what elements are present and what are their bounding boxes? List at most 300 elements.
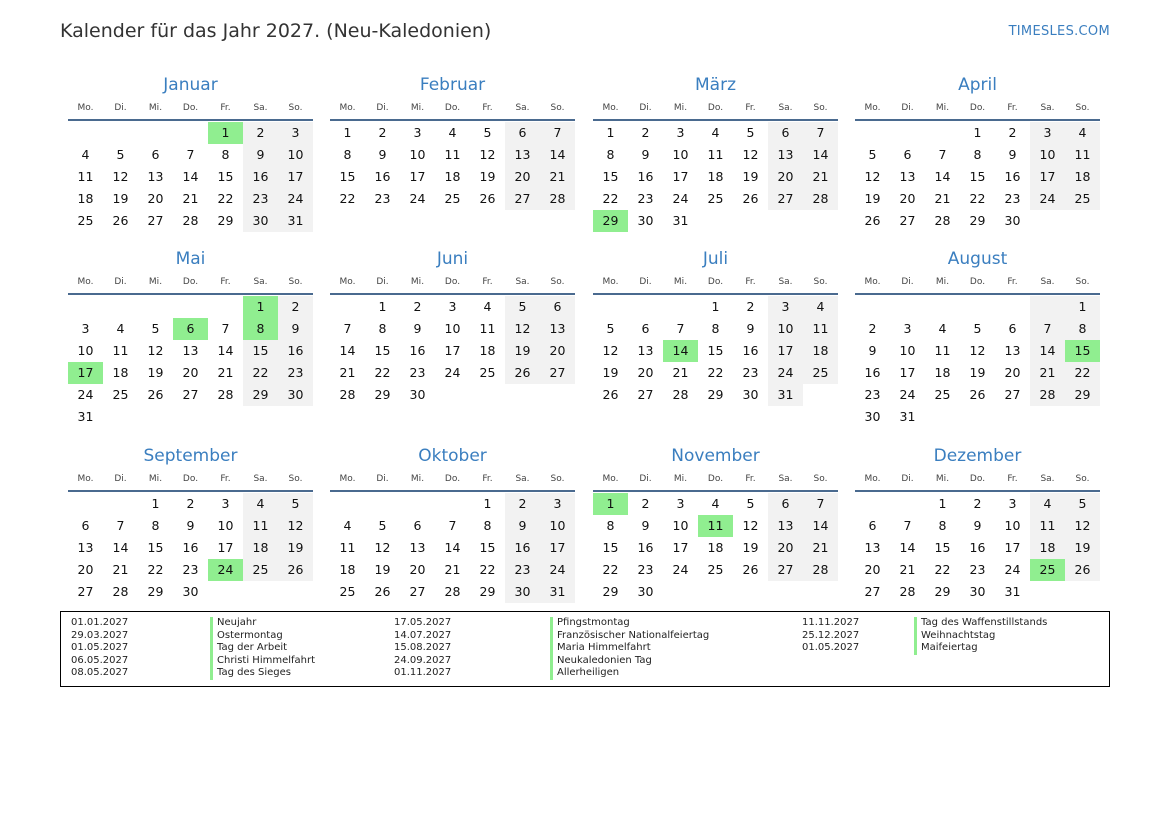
day-cell: 30 [637,584,654,599]
day-cell: 19 [479,169,496,184]
day-cell: 14 [1030,340,1065,362]
day-cell: 22 [147,562,164,577]
day-cell: 18 [479,343,496,358]
weekday-label: Fr. [220,277,231,287]
weekday-header [593,97,838,119]
empty-cell [173,122,208,144]
day-cell: 18 [934,365,951,380]
day-cell: 4 [1030,493,1065,515]
day-cell: 12 [278,515,313,537]
week-row [68,515,313,537]
day-cell: 17 [899,365,916,380]
day-cell: 13 [505,144,540,166]
day-cell: 23 [742,365,759,380]
day-cell: 5 [278,493,313,515]
day-cell: 23 [1004,191,1021,206]
weekday-label: Di. [376,277,389,287]
empty-cell [138,406,173,428]
legend-names-col-2 [550,617,709,680]
day-cell: 30 [182,584,199,599]
day-cell: 31 [899,409,916,424]
day-cell: 27 [505,188,540,210]
day-cell: 4 [711,125,720,140]
day-cell: 12 [742,518,759,533]
legend-holiday-name: Pfingstmontag [550,617,709,630]
weekday-label: So. [813,103,828,113]
weekday-label: Do. [707,103,724,113]
day-cell: 7 [448,518,457,533]
weekday-header [68,271,313,293]
weekday-label: Mi. [148,277,163,287]
empty-cell [330,296,365,318]
weekday-label: Sa. [515,277,530,287]
weekday-label: Sa. [253,277,268,287]
week-row [330,318,575,340]
day-cell: 22 [479,562,496,577]
day-cell: 2 [746,299,755,314]
week-row [68,559,313,581]
empty-cell [540,384,575,406]
holiday-day-cell: 11 [698,515,733,537]
day-cell: 23 [278,362,313,384]
day-cell: 11 [77,169,94,184]
day-cell: 31 [77,409,94,424]
week-row [330,122,575,144]
day-cell: 25 [707,191,724,206]
day-cell: 1 [973,125,982,140]
weekday-label: Do. [444,474,461,484]
week-row [68,537,313,559]
month-3 [593,73,838,232]
week-row [330,188,575,210]
day-cell: 26 [374,584,391,599]
day-cell: 3 [221,496,230,511]
day-cell: 9 [378,147,387,162]
day-cell: 3 [1008,496,1017,511]
day-cell: 28 [217,387,234,402]
weekday-header [593,271,838,293]
day-cell: 15 [374,343,391,358]
empty-cell [103,122,138,144]
day-cell: 13 [864,540,881,555]
weekday-label: Mi. [935,103,950,113]
day-cell: 4 [711,496,720,511]
empty-cell [803,210,838,232]
empty-cell [103,406,138,428]
day-cell: 14 [899,540,916,555]
day-cell: 29 [374,387,391,402]
day-cell: 19 [278,537,313,559]
weekday-label: Fr. [220,474,231,484]
weekday-label: Mo. [339,103,356,113]
legend-holiday-name: Ostermontag [210,630,315,643]
legend-holiday-name: Christi Himmelfahrt [210,655,315,668]
month-name: März [695,75,736,95]
empty-cell [138,296,173,318]
day-cell: 23 [409,365,426,380]
day-cell: 10 [1004,518,1021,533]
day-cell: 15 [479,540,496,555]
weekday-label: Mi. [410,103,425,113]
weekday-label: Do. [707,474,724,484]
day-cell: 15 [602,169,619,184]
day-cell: 8 [606,147,615,162]
weekday-label: Mo. [602,277,619,287]
month-name: Juni [436,249,469,269]
empty-cell [925,406,960,428]
empty-cell [698,210,733,232]
day-cell: 21 [934,191,951,206]
weekday-label: Di. [901,103,914,113]
month-name: November [671,446,760,466]
day-cell: 23 [637,562,654,577]
holiday-day-cell: 1 [593,493,628,515]
day-cell: 15 [147,540,164,555]
empty-cell [68,122,103,144]
weekday-label: So. [1075,103,1090,113]
weekday-header [330,468,575,490]
day-cell: 5 [606,321,615,336]
weekday-label: Fr. [1007,474,1018,484]
day-cell: 24 [409,191,426,206]
day-cell: 5 [483,125,492,140]
weekday-label: Di. [114,474,127,484]
legend-date: 06.05.2027 [71,654,129,666]
day-cell: 9 [413,321,422,336]
day-cell: 6 [868,518,877,533]
empty-cell [243,406,278,428]
empty-cell [400,493,435,515]
weekday-label: Mo. [77,277,94,287]
day-cell: 29 [707,387,724,402]
empty-cell [243,581,278,603]
empty-cell [208,296,243,318]
day-cell: 16 [182,540,199,555]
week-row [68,122,313,144]
week-row [68,166,313,188]
empty-cell [138,122,173,144]
day-cell: 8 [483,518,492,533]
legend-date: 01.11.2027 [394,667,452,678]
day-cell: 11 [707,147,724,162]
day-cell: 21 [217,365,234,380]
day-cell: 23 [182,562,199,577]
day-cell: 22 [217,191,234,206]
day-cell: 7 [903,518,912,533]
weekday-label: Fr. [745,103,756,113]
day-cell: 4 [1065,122,1100,144]
weekday-label: Mi. [673,103,688,113]
day-cell: 27 [899,213,916,228]
empty-cell [435,384,470,406]
empty-cell [593,296,628,318]
day-cell: 2 [378,125,387,140]
empty-cell [925,122,960,144]
day-cell: 25 [77,213,94,228]
week-row [593,384,838,406]
week-row [68,493,313,515]
day-cell: 6 [81,518,90,533]
day-cell: 24 [77,387,94,402]
day-cell: 29 [479,584,496,599]
day-cell: 5 [973,321,982,336]
day-cell: 16 [243,166,278,188]
month-8 [855,247,1100,428]
day-cell: 23 [505,559,540,581]
day-cell: 8 [221,147,230,162]
weekday-label: Fr. [482,103,493,113]
day-cell: 1 [1065,296,1100,318]
week-row [855,362,1100,384]
day-cell: 2 [641,496,650,511]
day-cell: 14 [540,144,575,166]
empty-cell [803,384,838,406]
weekday-label: So. [288,277,303,287]
day-cell: 18 [243,537,278,559]
empty-cell [1065,406,1100,428]
weekday-label: Mo. [602,474,619,484]
day-cell: 18 [707,540,724,555]
empty-cell [733,210,768,232]
day-cell: 4 [803,296,838,318]
weekday-label: Sa. [253,474,268,484]
day-cell: 14 [444,540,461,555]
weekday-label: Fr. [482,474,493,484]
weekday-label: Di. [114,103,127,113]
holiday-legend [60,611,1110,687]
weekday-header [855,271,1100,293]
page-title: Kalender für das Jahr 2027. (Neu-Kaledonien) [60,20,492,42]
header-rule [68,293,313,295]
day-cell: 5 [505,296,540,318]
day-cell: 30 [742,387,759,402]
weekday-label: Sa. [1040,103,1055,113]
holiday-day-cell: 14 [663,340,698,362]
day-cell: 4 [81,147,90,162]
legend-dates-col-2 [394,617,451,680]
day-cell: 26 [742,191,759,206]
day-cell: 31 [768,384,803,406]
day-cell: 2 [278,296,313,318]
day-cell: 19 [374,562,391,577]
month-name: August [947,249,1008,269]
day-cell: 2 [243,122,278,144]
day-cell: 13 [899,169,916,184]
day-cell: 24 [672,562,689,577]
day-cell: 14 [339,343,356,358]
day-cell: 26 [1065,559,1100,581]
holiday-day-cell: 8 [243,318,278,340]
weekday-label: Mo. [339,277,356,287]
day-cell: 9 [641,147,650,162]
day-cell: 27 [147,213,164,228]
day-cell: 4 [483,299,492,314]
day-cell: 10 [1030,144,1065,166]
week-row [68,210,313,232]
day-cell: 27 [768,559,803,581]
day-cell: 30 [864,409,881,424]
day-cell: 10 [672,147,689,162]
day-cell: 7 [116,518,125,533]
day-cell: 2 [505,493,540,515]
day-cell: 13 [1004,343,1021,358]
empty-cell [995,406,1030,428]
empty-cell [890,122,925,144]
empty-cell [663,581,698,603]
weekday-label: Di. [376,474,389,484]
empty-cell [768,581,803,603]
day-cell: 26 [864,213,881,228]
weekday-label: Do. [969,474,986,484]
day-cell: 14 [182,169,199,184]
month-2 [330,73,575,210]
weekday-label: Sa. [1040,277,1055,287]
day-cell: 28 [672,387,689,402]
day-cell: 1 [711,299,720,314]
day-cell: 22 [602,562,619,577]
day-cell: 16 [637,169,654,184]
day-cell: 3 [413,125,422,140]
day-cell: 24 [1030,188,1065,210]
empty-cell [1065,210,1100,232]
week-row [68,406,313,428]
empty-cell [505,384,540,406]
week-row [330,493,575,515]
day-cell: 8 [938,518,947,533]
week-row [68,362,313,384]
week-row [855,515,1100,537]
day-cell: 26 [742,562,759,577]
day-cell: 3 [540,493,575,515]
week-row [855,581,1100,603]
day-cell: 7 [540,122,575,144]
day-cell: 17 [768,340,803,362]
empty-cell [173,406,208,428]
week-row [330,296,575,318]
legend-date: 17.05.2027 [394,617,452,628]
holiday-day-cell: 17 [68,362,103,384]
day-cell: 24 [1004,562,1021,577]
day-cell: 6 [505,122,540,144]
week-row [855,340,1100,362]
legend-dates-col-3 [802,617,859,655]
day-cell: 25 [707,562,724,577]
legend-holiday-name: Maria Himmelfahrt [550,642,709,655]
empty-cell [698,581,733,603]
weekday-header [855,468,1100,490]
weekday-label: Sa. [778,277,793,287]
weekday-label: So. [288,103,303,113]
month-name: Februar [419,75,486,95]
day-cell: 15 [217,169,234,184]
header-rule [593,119,838,121]
day-cell: 11 [243,515,278,537]
day-cell: 7 [803,493,838,515]
empty-cell [278,581,313,603]
day-cell: 29 [243,384,278,406]
holiday-day-cell: 1 [208,122,243,144]
day-cell: 8 [711,321,720,336]
empty-cell [890,493,925,515]
day-cell: 17 [217,540,234,555]
day-cell: 9 [1008,147,1017,162]
weekday-label: So. [813,474,828,484]
holiday-day-cell: 25 [1030,559,1065,581]
day-cell: 28 [540,188,575,210]
legend-holiday-name: Maifeiertag [914,642,1047,655]
day-cell: 28 [1030,384,1065,406]
weekday-label: Di. [639,103,652,113]
day-cell: 24 [672,191,689,206]
day-cell: 20 [864,562,881,577]
day-cell: 13 [147,169,164,184]
day-cell: 6 [768,122,803,144]
day-cell: 12 [505,318,540,340]
day-cell: 30 [1004,213,1021,228]
legend-date: 29.03.2027 [71,629,129,641]
day-cell: 20 [540,340,575,362]
day-cell: 6 [540,296,575,318]
week-row [593,318,838,340]
weekday-label: So. [288,474,303,484]
day-cell: 17 [444,343,461,358]
day-cell: 30 [243,210,278,232]
day-cell: 3 [676,125,685,140]
empty-cell [628,296,663,318]
day-cell: 19 [742,169,759,184]
day-cell: 28 [803,559,838,581]
day-cell: 15 [969,169,986,184]
day-cell: 12 [742,147,759,162]
empty-cell [103,493,138,515]
day-cell: 1 [378,299,387,314]
week-row [330,559,575,581]
day-cell: 25 [339,584,356,599]
day-cell: 22 [969,191,986,206]
day-cell: 6 [413,518,422,533]
header-rule [330,490,575,492]
empty-cell [890,296,925,318]
day-cell: 21 [803,537,838,559]
day-cell: 10 [278,144,313,166]
week-row [855,144,1100,166]
day-cell: 4 [243,493,278,515]
day-cell: 29 [969,213,986,228]
day-cell: 10 [217,518,234,533]
week-row [68,188,313,210]
site-link[interactable]: TIMESLES.COM [1008,24,1110,39]
empty-cell [208,406,243,428]
empty-cell [278,406,313,428]
header-rule [68,119,313,121]
month-7 [593,247,838,406]
weekday-label: Sa. [1040,474,1055,484]
week-row [855,384,1100,406]
day-cell: 24 [540,559,575,581]
weekday-label: Mi. [148,474,163,484]
empty-cell [173,296,208,318]
day-cell: 4 [448,125,457,140]
weekday-label: Do. [444,103,461,113]
week-row [330,384,575,406]
day-cell: 10 [540,515,575,537]
week-row [593,362,838,384]
day-cell: 20 [899,191,916,206]
legend-holiday-name: Französischer Nationalfeiertag [550,630,709,643]
weekday-label: Sa. [515,103,530,113]
day-cell: 31 [1004,584,1021,599]
day-cell: 2 [186,496,195,511]
